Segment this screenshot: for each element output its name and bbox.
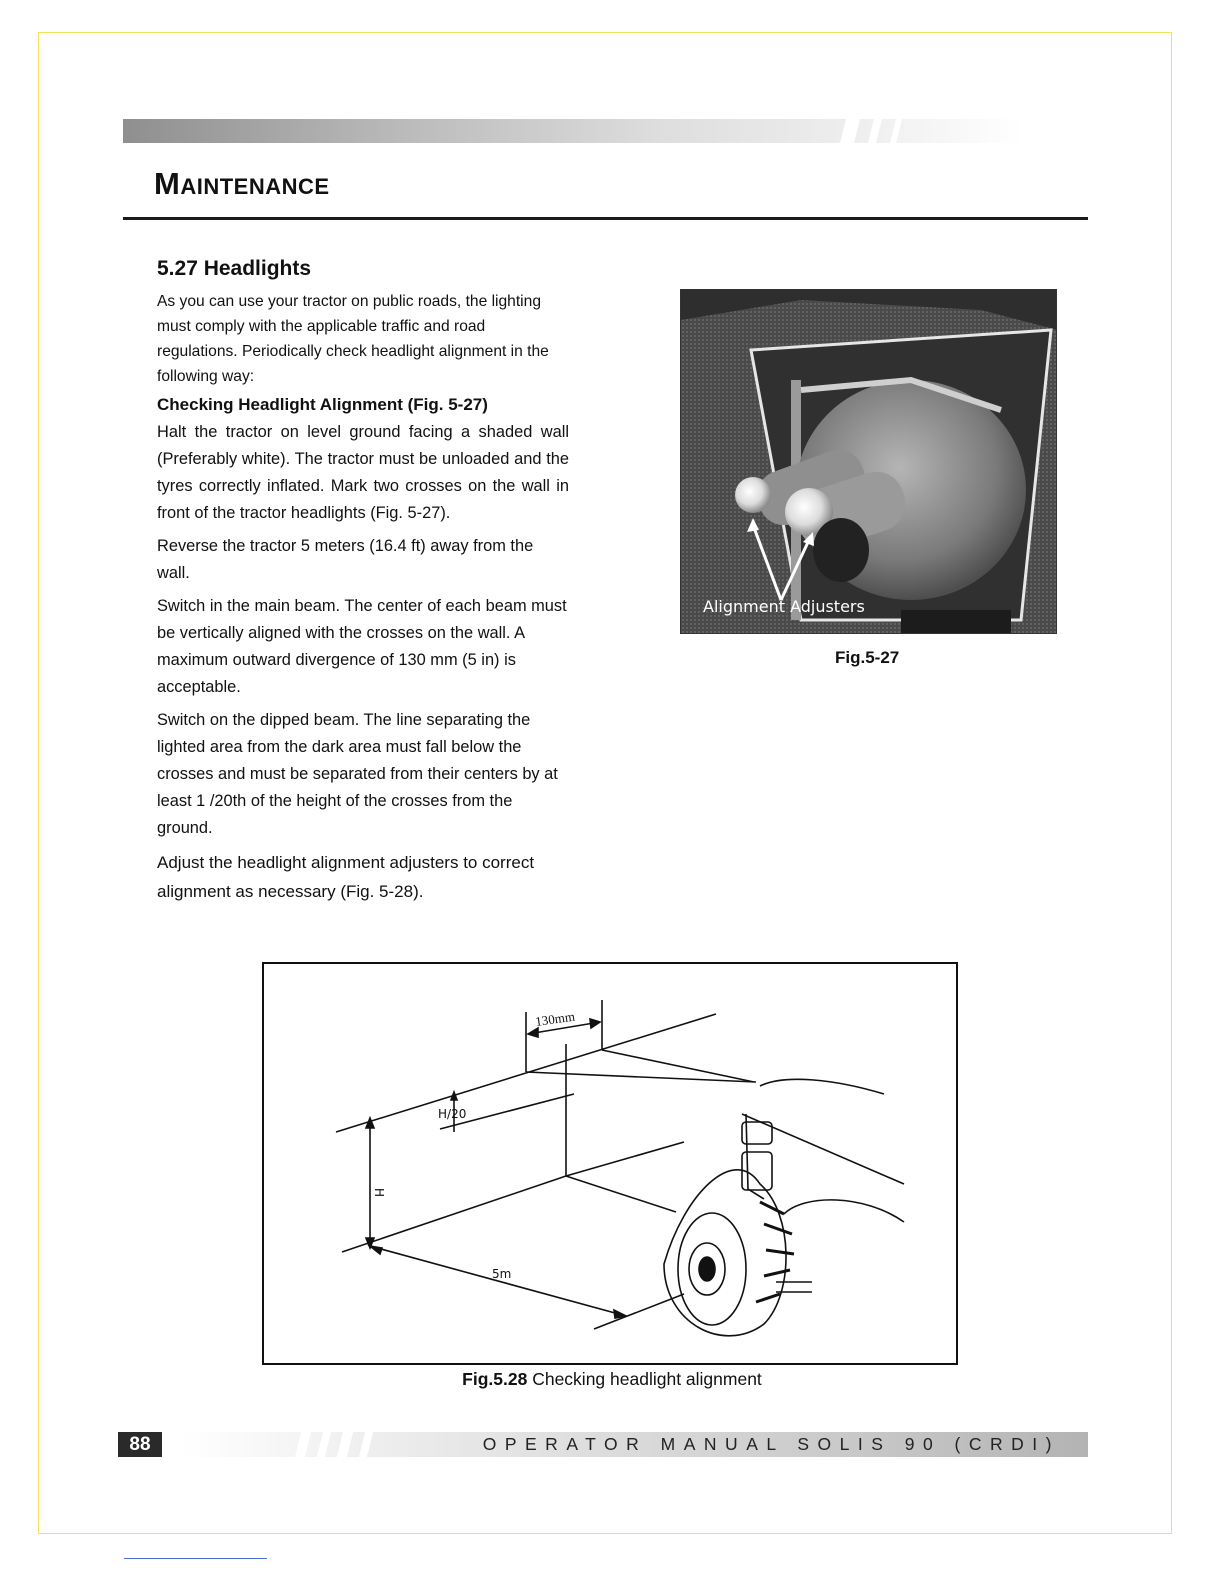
section-heading: 5.27 Headlights xyxy=(157,257,312,280)
subheading: Checking Headlight Alignment (Fig. 5-27) xyxy=(157,395,488,414)
diagram-caption-ref: Fig.5.28 xyxy=(462,1369,528,1389)
body-text-column xyxy=(157,257,569,912)
section-title: Maintenance xyxy=(154,166,330,201)
footer-manual-title: OPERATOR MANUAL SOLIS 90 (CRDI) xyxy=(482,1434,1060,1454)
header-decorative-bar xyxy=(123,119,1023,143)
title-rule xyxy=(123,217,1088,220)
alignment-diagram xyxy=(262,962,958,1365)
diagram-caption xyxy=(0,1369,1224,1390)
diagram-caption-text: Checking headlight alignment xyxy=(527,1369,762,1389)
paragraph-halt-tractor: Halt the tractor on level ground facing a shaded wall (Preferably white). The tractor must be unloaded and the tyres correctly inflated. Mark two crosses on the wall in front of the tractor headlights (Fig. 5-27). xyxy=(157,423,569,522)
label-130mm: 130mm xyxy=(534,1008,576,1029)
paragraph-adjust: Adjust the headlight alignment adjusters to correct alignment as necessary (Fig. 5-28). xyxy=(157,853,535,901)
intro-paragraph: As you can use your tractor on public roads, the lighting must comply with the applicable traffic and road regulations. Periodically check headlight alignment in the following way: xyxy=(157,293,549,385)
alignment-adjusters-label: Alignment Adjusters xyxy=(703,597,865,616)
footer-bar xyxy=(180,1432,1088,1457)
label-h: H xyxy=(372,1188,386,1198)
label-h20: H/20 xyxy=(438,1107,467,1121)
label-5m: 5m xyxy=(492,1267,512,1281)
headlight-photo xyxy=(680,289,1057,634)
paragraph-dipped-beam: Switch on the dipped beam. The line separating the lighted area from the dark area must fall below the crosses and must be separated from their centers by at least 1 /20th of the height of the crosses from the ground. xyxy=(157,711,558,837)
link-underline xyxy=(124,1558,267,1559)
paragraph-main-beam: Switch in the main beam. The center of each beam must be vertically aligned with the crosses on the wall. A maximum outward divergence of 130 mm (5 in) is acceptable. xyxy=(157,597,567,696)
page-number: 88 xyxy=(118,1432,162,1457)
paragraph-reverse: Reverse the tractor 5 meters (16.4 ft) away from the wall. xyxy=(157,537,534,582)
photo-caption: Fig.5-27 xyxy=(835,648,900,667)
